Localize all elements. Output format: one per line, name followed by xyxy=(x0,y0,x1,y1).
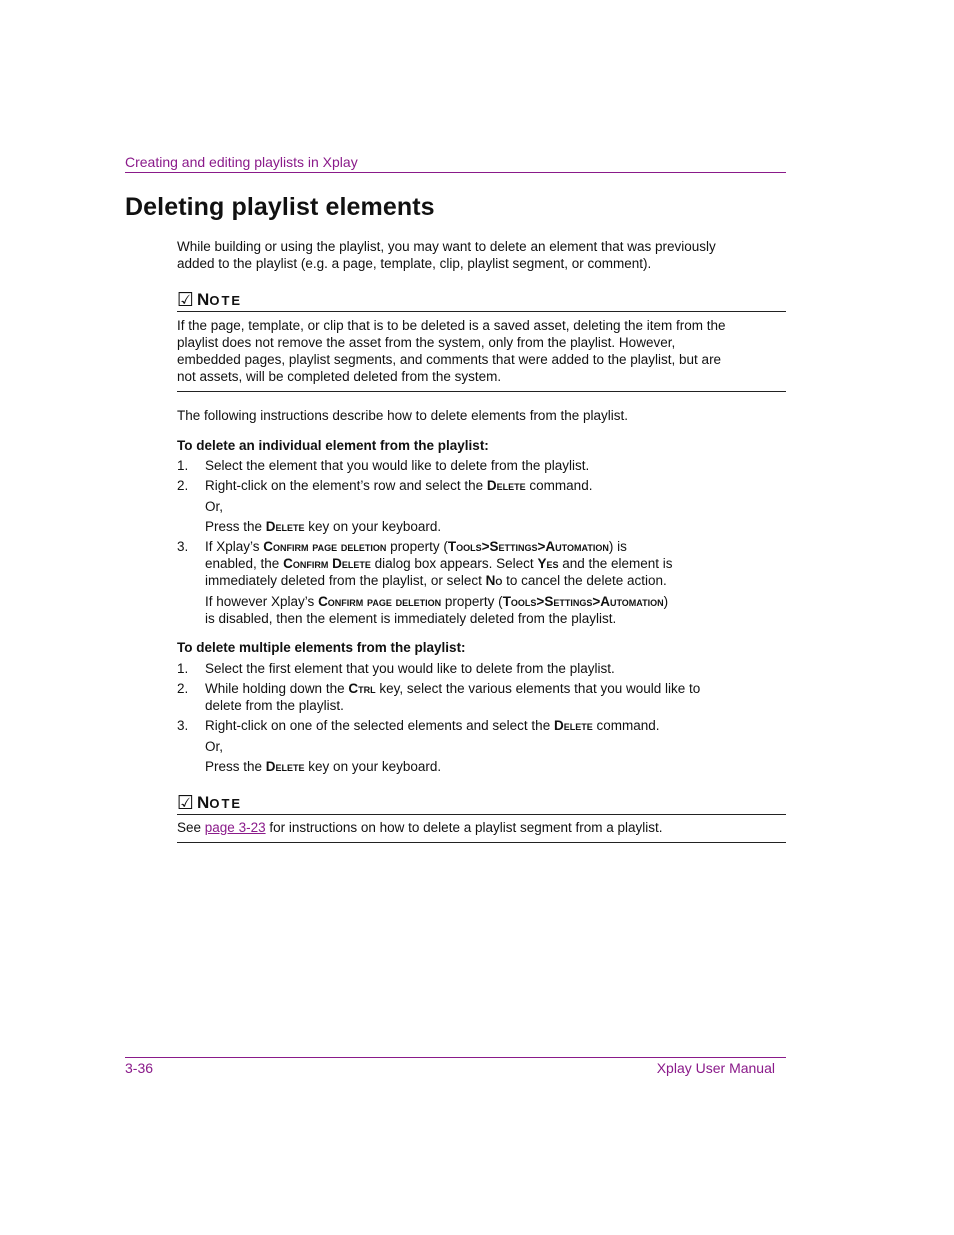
page-number: 3-36 xyxy=(125,1060,154,1076)
note-heading: ☑ NOTE xyxy=(177,793,243,814)
page-title: Deleting playlist elements xyxy=(125,193,435,221)
ui-term: Delete xyxy=(265,519,305,534)
step-text: Select the element that you would like to delete from the playlist. xyxy=(205,458,590,473)
note-text: If the page, template, or clip that is to be deleted is a saved asset, deleting the item from the playlist does not remove the asset from the system, only from the playlist. However, embedded pages, playlist segments, and comments that were added to the playlist, but are not assets, will be completed deleted from the system. xyxy=(177,318,726,384)
step-text: If Xplay’s Confirm page deletion property (Tools>Settings>Automation) is enabled, the Confirm Delete dialog box appears. Select Yes and the element is immediately deleted from the playlist, or select No to cancel the delete action. xyxy=(205,539,673,588)
following-paragraph: The following instructions describe how to delete elements from the playlist. xyxy=(177,408,628,423)
procedure-heading: To delete an individual element from the playlist: xyxy=(177,438,489,453)
note-heading: ☑ NOTE xyxy=(177,290,243,311)
page-link[interactable]: page 3-23 xyxy=(204,820,266,835)
step-number: 2. xyxy=(177,681,189,696)
step-number: 3. xyxy=(177,718,189,733)
intro-paragraph: While building or using the playlist, you may want to delete an element that was previously added to the playlist (e.g. a page, template, clip, playlist segment, or comment). xyxy=(177,239,716,271)
step-number: 1. xyxy=(177,458,189,473)
step-or: Or, xyxy=(205,499,224,514)
step-text: Right-click on the element’s row and select the Delete command. xyxy=(205,478,593,493)
step-text: Select the first element that you would like to delete from the playlist. xyxy=(205,661,615,676)
step-number: 1. xyxy=(177,661,189,676)
step-or: Or, xyxy=(205,739,224,754)
checkbox-icon: ☑ xyxy=(177,290,195,311)
step-alt: Press the Delete key on your keyboard. xyxy=(205,759,442,774)
ui-term: Delete xyxy=(486,478,526,493)
note-top-rule xyxy=(177,814,786,815)
step-number: 3. xyxy=(177,539,189,554)
step-number: 2. xyxy=(177,478,189,493)
checkbox-icon: ☑ xyxy=(177,793,195,814)
procedure-heading: To delete multiple elements from the playlist: xyxy=(177,640,466,655)
note-bottom-rule xyxy=(177,842,786,843)
step-text: While holding down the Ctrl key, select the various elements that you would like to delete from the playlist. xyxy=(205,681,701,713)
running-header: Creating and editing playlists in Xplay xyxy=(125,154,358,170)
note-top-rule xyxy=(177,311,786,312)
step-alt: Press the Delete key on your keyboard. xyxy=(205,519,442,534)
note-text: See page 3-23 for instructions on how to delete a playlist segment from a playlist. xyxy=(177,820,663,835)
step-text: Right-click on one of the selected elements and select the Delete command. xyxy=(205,718,660,733)
step-paragraph: If however Xplay’s Confirm page deletion property (Tools>Settings>Automation) is disabled, then the element is immediately deleted from the playlist. xyxy=(205,594,669,626)
note-bottom-rule xyxy=(177,391,786,392)
header-divider xyxy=(125,172,786,173)
footer-divider xyxy=(125,1057,786,1058)
manual-title: Xplay User Manual xyxy=(656,1060,775,1076)
